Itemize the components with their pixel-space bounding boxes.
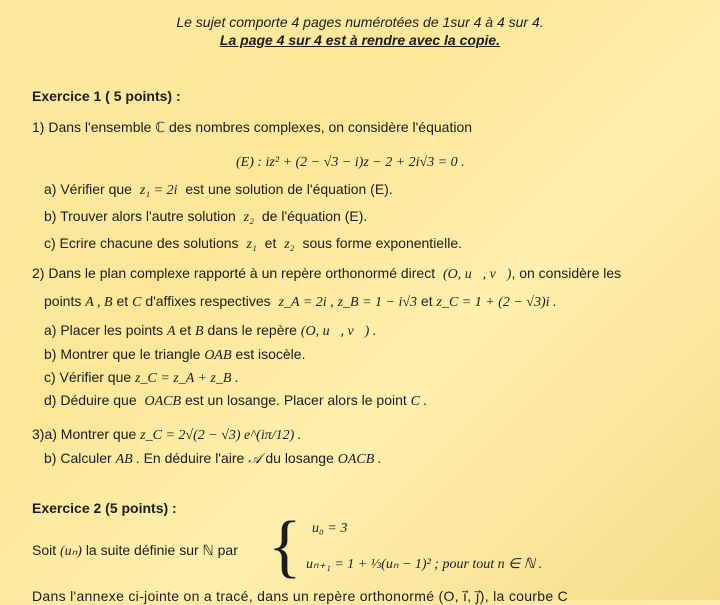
equation-e <box>236 155 465 171</box>
q2a-label: a) Placer les points <box>44 322 164 338</box>
q3a <box>32 426 301 444</box>
q1a-rest: est une solution de l'équation (E). <box>185 181 393 197</box>
q2-za: z_A = 2i , <box>278 295 334 310</box>
q2-intro <box>32 265 621 283</box>
q1c-label: c) Ecrire chacune des solutions <box>44 235 239 251</box>
q3b-post: du losange <box>265 450 334 466</box>
q2a-mid: dans le repère <box>207 322 297 338</box>
q2a-b: B <box>194 324 204 339</box>
ex2-sequence-def <box>32 542 238 560</box>
q2-et-2: et <box>420 293 433 309</box>
q3a-math: z_C = 2√(2 − √3) e^(iπ/12) . <box>140 428 302 443</box>
q3b-ab: AB . <box>115 452 140 467</box>
equation-text: (E) : iz² + (2 − √3 − i)z − 2 + 2i√3 = 0 . <box>236 155 465 170</box>
exercise-1-title: Exercice 1 ( 5 points) : <box>32 88 181 104</box>
q3b <box>44 450 381 468</box>
q2-zb: z_B = 1 − i√3 <box>337 295 418 310</box>
q1a <box>44 181 393 199</box>
q1c <box>44 235 462 253</box>
q1b-rest: de l'équation (E). <box>261 208 368 224</box>
q1c-math-1: z₁ <box>246 237 257 252</box>
q1c-et: et <box>264 235 277 251</box>
q2-frame: (O, u⃗, v⃗) <box>443 267 512 282</box>
q2c-label: c) Vérifier que <box>44 369 132 385</box>
q1-intro: 1) Dans l'ensemble ℂ des nombres complexes, on considère l'équation <box>32 119 473 135</box>
ex2-un: (uₙ) <box>60 544 82 559</box>
q2c <box>44 369 238 387</box>
q1c-rest: sous forme exponentielle. <box>302 235 462 251</box>
q2b-math: OAB <box>204 348 232 363</box>
q2b <box>44 346 305 364</box>
q1b-label: b) Trouver alors l'autre solution <box>44 208 236 224</box>
q2d <box>44 392 427 410</box>
ex2-soit-mid: la suite définie sur ℕ par <box>85 542 238 558</box>
q2-point-c: C <box>132 295 142 310</box>
q2-points-et: et <box>116 293 129 309</box>
q2-intro-rest: , on considère les <box>511 265 622 281</box>
q2a-a: A <box>166 324 176 339</box>
q1a-math: z₁ = 2i <box>139 183 178 198</box>
q1a-label: a) Vérifier que <box>44 181 132 197</box>
header-line-2: La page 4 sur 4 est à rendre avec la copie. <box>219 32 501 48</box>
system-brace: { <box>268 508 302 585</box>
q2-points-ab: A , B <box>85 295 113 310</box>
q1c-math-2: z₂ <box>284 237 295 252</box>
q2a-et: et <box>179 322 192 338</box>
exercise-2-title: Exercice 2 (5 points) : <box>32 500 177 516</box>
q2b-label: b) Montrer que le triangle <box>44 346 201 362</box>
q2b-rest: est isocèle. <box>235 346 306 362</box>
q3a-label: 3)a) Montrer que <box>32 426 137 442</box>
q1b-math: z₂ <box>243 210 254 225</box>
q2d-rest: est un losange. Placer alors le point <box>184 392 407 408</box>
q2-points-label: points <box>44 293 82 309</box>
q3b-label: b) Calculer <box>44 450 112 466</box>
ex2-recurrence: uₙ₊₁ = 1 + ⅓(uₙ − 1)² ; pour tout n ∈ ℕ . <box>306 557 543 572</box>
q2c-math: z_C = z_A + z_B . <box>135 371 239 386</box>
q2-intro-text: 2) Dans le plan complexe rapporté à un repère orthonormé direct <box>32 265 436 281</box>
q2-points-line <box>44 293 557 311</box>
q3b-math: OACB . <box>337 452 382 467</box>
ex2-annex-line: Dans l'annexe ci-jointe on a tracé, dans un repère orthonormé (O, i⃗, j⃗), la courbe C <box>32 588 569 604</box>
ex2-u0: u₀ = 3 <box>312 521 348 536</box>
q2-zc: z_C = 1 + (2 − √3)i . <box>436 295 557 310</box>
q1b <box>44 208 367 226</box>
q3b-area-symbol: 𝒜 <box>248 452 262 467</box>
q2d-label: d) Déduire que <box>44 392 137 408</box>
q2a-frame: (O, u⃗, v⃗) . <box>300 324 377 339</box>
ex2-soit: Soit <box>32 542 57 558</box>
q2a <box>44 322 376 340</box>
header-line-1: Le sujet comporte 4 pages numérotées de 1sur 4 à 4 sur 4. <box>176 14 544 30</box>
q2-affixes-label: d'affixes respectives <box>145 293 271 309</box>
q2d-c: C . <box>410 394 428 409</box>
q3b-mid: En déduire l'aire <box>143 450 245 466</box>
q2d-math: OACB <box>144 394 182 409</box>
